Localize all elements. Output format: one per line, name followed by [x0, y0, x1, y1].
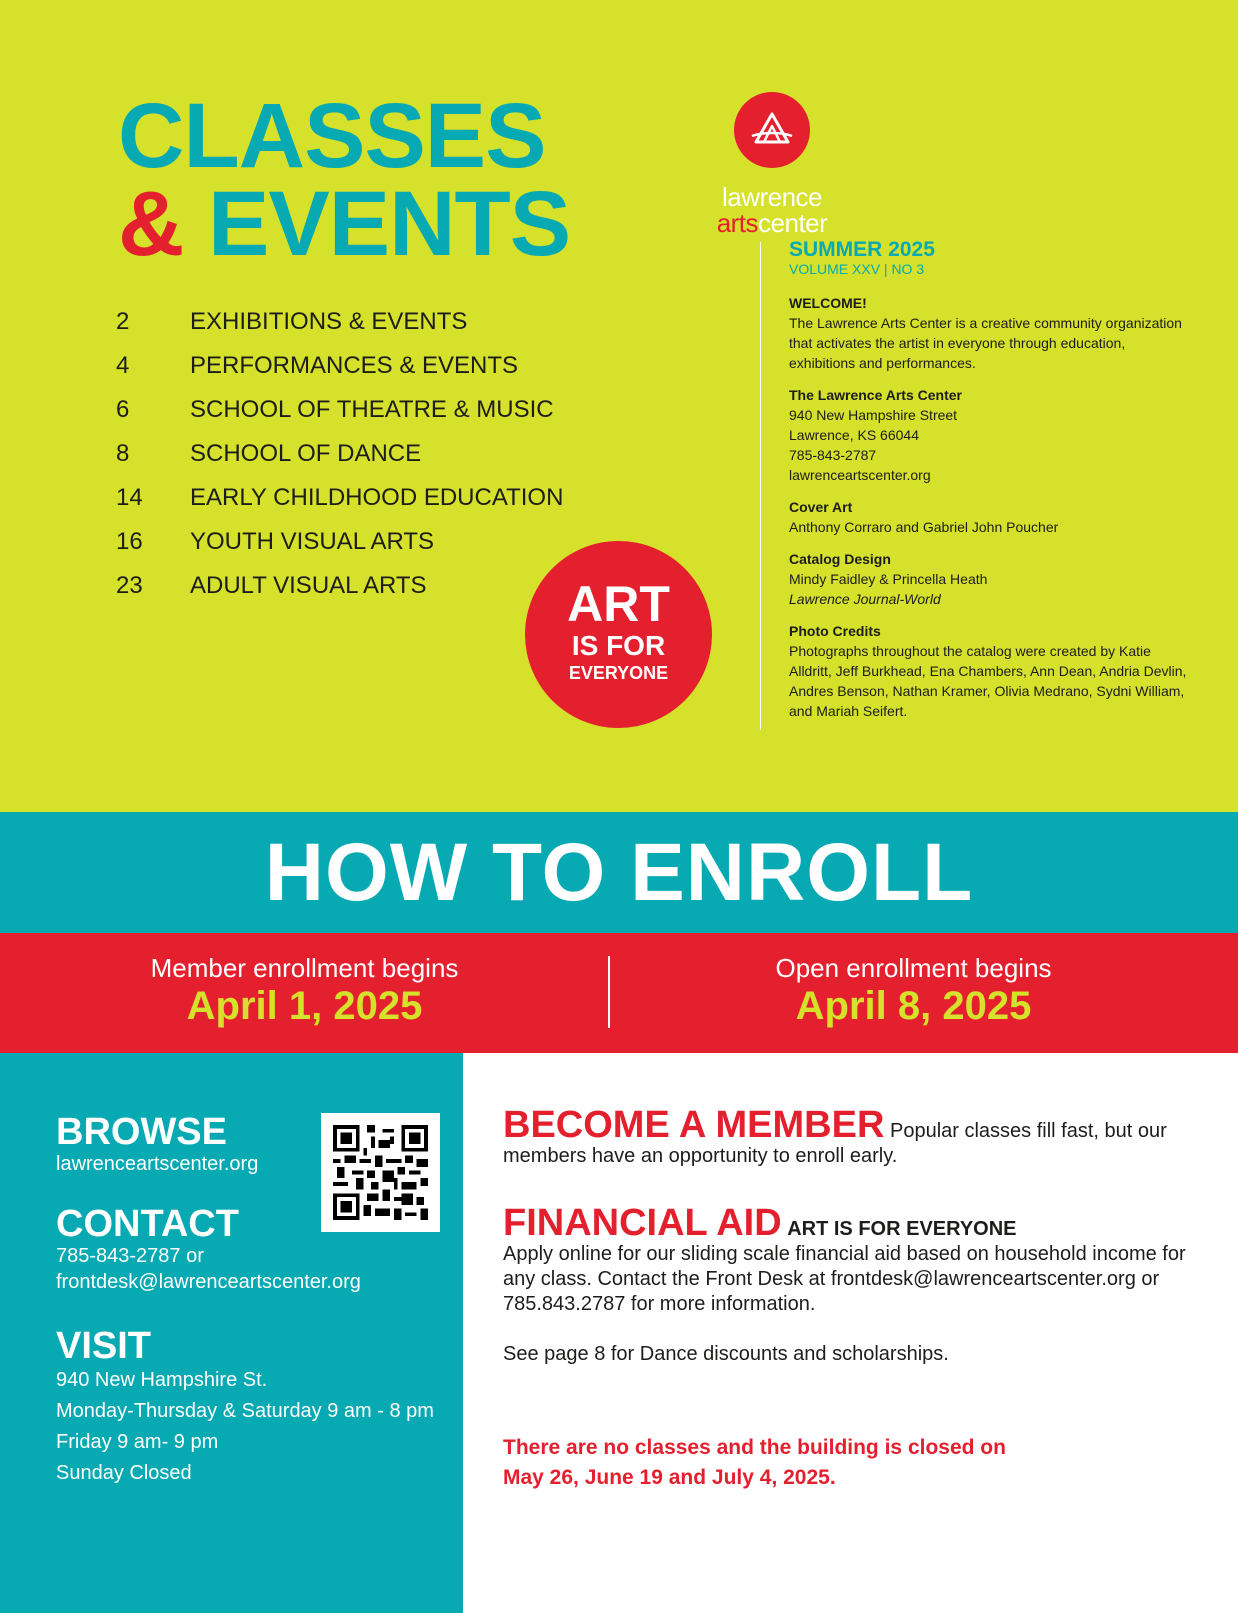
toc-label: PERFORMANCES & EVENTS — [190, 352, 519, 379]
address-block — [789, 385, 1189, 485]
catalog-design-title: Catalog Design — [789, 551, 891, 568]
cover-art-text: Anthony Corraro and Gabriel John Poucher — [789, 519, 1059, 536]
toc-label: SCHOOL OF THEATRE & MUSIC — [190, 396, 554, 423]
toc-item[interactable] — [116, 520, 563, 564]
toc-page-number: 23 — [116, 572, 143, 599]
org-phone: 785-843-2787 — [789, 447, 877, 464]
visit-heading: VISIT — [56, 1325, 152, 1367]
toc-page-number: 16 — [116, 528, 143, 555]
logo-word-center: center — [758, 208, 828, 238]
visit-hours-friday: Friday 9 am- 9 pm — [56, 1431, 219, 1453]
closure-notice-line1: There are no classes and the building is closed on — [503, 1436, 1006, 1459]
visit-hours-sunday: Sunday Closed — [56, 1462, 192, 1484]
visit-hours-weekday: Monday-Thursday & Saturday 9 am - 8 pm — [56, 1400, 434, 1422]
visit-section — [56, 1327, 434, 1489]
toc-item[interactable] — [116, 388, 563, 432]
financial-aid-heading: FINANCIAL AID — [503, 1202, 782, 1244]
closure-notice — [503, 1433, 1203, 1493]
toc-label: EXHIBITIONS & EVENTS — [190, 308, 468, 335]
toc-label: EARLY CHILDHOOD EDUCATION — [190, 484, 564, 511]
browse-section — [56, 1113, 258, 1177]
toc-page-number: 14 — [116, 484, 143, 511]
visit-address: 940 New Hampshire St. — [56, 1369, 268, 1391]
lawrence-arts-center-logo — [692, 92, 852, 236]
toc-item[interactable] — [116, 344, 563, 388]
become-member-heading: BECOME A MEMBER — [503, 1104, 885, 1146]
photo-credits-title: Photo Credits — [789, 623, 881, 640]
org-street: 940 New Hampshire Street — [789, 407, 958, 424]
column-divider — [760, 242, 761, 730]
photo-credits-text: Photographs throughout the catalog were created by Katie Alldritt, Jeff Burkhead, Ena Chambers, Ann Dean, Andria Devlin, Andres Benson, Nathan Kramer, Olivia Medrano, Sydni William, and Mariah Seifert. — [789, 643, 1187, 720]
toc-item[interactable] — [116, 564, 563, 608]
member-enrollment-date: April 1, 2025 — [186, 984, 423, 1029]
art-is-for-everyone-badge — [525, 541, 712, 728]
catalog-design-text: Mindy Faidley & Princella Heath — [789, 571, 988, 588]
contact-panel — [0, 1053, 463, 1613]
toc-page-number: 8 — [116, 440, 130, 467]
financial-aid-section — [503, 1202, 1203, 1367]
contact-phone[interactable]: 785-843-2787 or — [56, 1245, 204, 1267]
page-title — [118, 85, 571, 276]
logo-word-lawrence: lawrence — [721, 182, 823, 212]
open-enrollment — [609, 953, 1218, 1028]
enrollment-dates-band — [0, 933, 1238, 1053]
org-city: Lawrence, KS 66044 — [789, 427, 919, 444]
toc-page-number: 2 — [116, 308, 130, 335]
open-enrollment-label: Open enrollment begins — [775, 953, 1052, 983]
browse-heading: BROWSE — [56, 1111, 227, 1153]
toc-page-number: 4 — [116, 352, 130, 379]
photo-credits-block — [789, 621, 1189, 721]
org-name: The Lawrence Arts Center — [789, 387, 962, 404]
toc-item[interactable] — [116, 300, 563, 344]
catalog-design-publisher: Lawrence Journal-World — [789, 591, 941, 608]
browse-website-link[interactable]: lawrenceartscenter.org — [56, 1153, 259, 1175]
contact-email-link[interactable]: frontdesk@lawrenceartscenter.org — [56, 1271, 361, 1293]
member-enrollment-label: Member enrollment begins — [150, 953, 459, 983]
contact-section — [56, 1205, 361, 1295]
dance-discounts-text: See page 8 for Dance discounts and scholarships. — [503, 1343, 949, 1365]
toc-page-number: 6 — [116, 396, 130, 423]
closure-notice-line2: May 26, June 19 and July 4, 2025. — [503, 1466, 836, 1489]
membership-panel — [463, 1053, 1238, 1613]
badge-line3: EVERYONE — [568, 663, 669, 684]
open-enrollment-date: April 8, 2025 — [795, 984, 1032, 1029]
logo-word-artscenter — [692, 210, 852, 236]
become-member-text: Popular classes fill fast, but our members have an opportunity to enroll early. — [503, 1120, 1167, 1167]
title-events: EVENTS — [208, 173, 571, 276]
toc-label: ADULT VISUAL ARTS — [190, 572, 427, 599]
member-enrollment — [0, 953, 609, 1028]
how-to-enroll-banner — [0, 812, 1238, 933]
financial-aid-subheading: ART IS FOR EVERYONE — [787, 1218, 1017, 1240]
title-ampersand: & — [118, 173, 184, 276]
season-label: SUMMER 2025 — [789, 238, 935, 261]
table-of-contents — [116, 300, 563, 608]
title-events-line — [118, 173, 571, 276]
title-classes: CLASSES — [118, 85, 546, 187]
welcome-block — [789, 293, 1189, 373]
toc-label: YOUTH VISUAL ARTS — [190, 528, 435, 555]
logo-word-arts: arts — [716, 208, 759, 238]
org-website-link[interactable]: lawrenceartscenter.org — [789, 467, 931, 484]
cover-art-title: Cover Art — [789, 499, 853, 516]
welcome-title: WELCOME! — [789, 295, 867, 312]
financial-aid-text: Apply online for our sliding scale financial aid based on household income for any class. Contact the Front Desk at frontdesk@lawrenceartscenter.org or 785.843.2787 for more information. — [503, 1243, 1186, 1315]
cover-art-block — [789, 497, 1189, 537]
become-member-section — [503, 1104, 1203, 1169]
toc-item[interactable] — [116, 432, 563, 476]
toc-item[interactable] — [116, 476, 563, 520]
butterfly-logo-icon — [734, 92, 810, 168]
welcome-text: The Lawrence Arts Center is a creative community organization that activates the artist in everyone through education, exhibitions and performances. — [789, 315, 1182, 372]
catalog-design-block — [789, 549, 1189, 609]
contact-heading: CONTACT — [56, 1203, 239, 1245]
toc-label: SCHOOL OF DANCE — [190, 440, 422, 467]
badge-line2: IS FOR — [571, 630, 666, 661]
volume-label: VOLUME XXV | NO 3 — [789, 261, 925, 278]
how-to-enroll-heading: HOW TO ENROLL — [264, 827, 974, 918]
catalog-info — [789, 238, 1189, 733]
badge-line1: ART — [567, 576, 670, 632]
